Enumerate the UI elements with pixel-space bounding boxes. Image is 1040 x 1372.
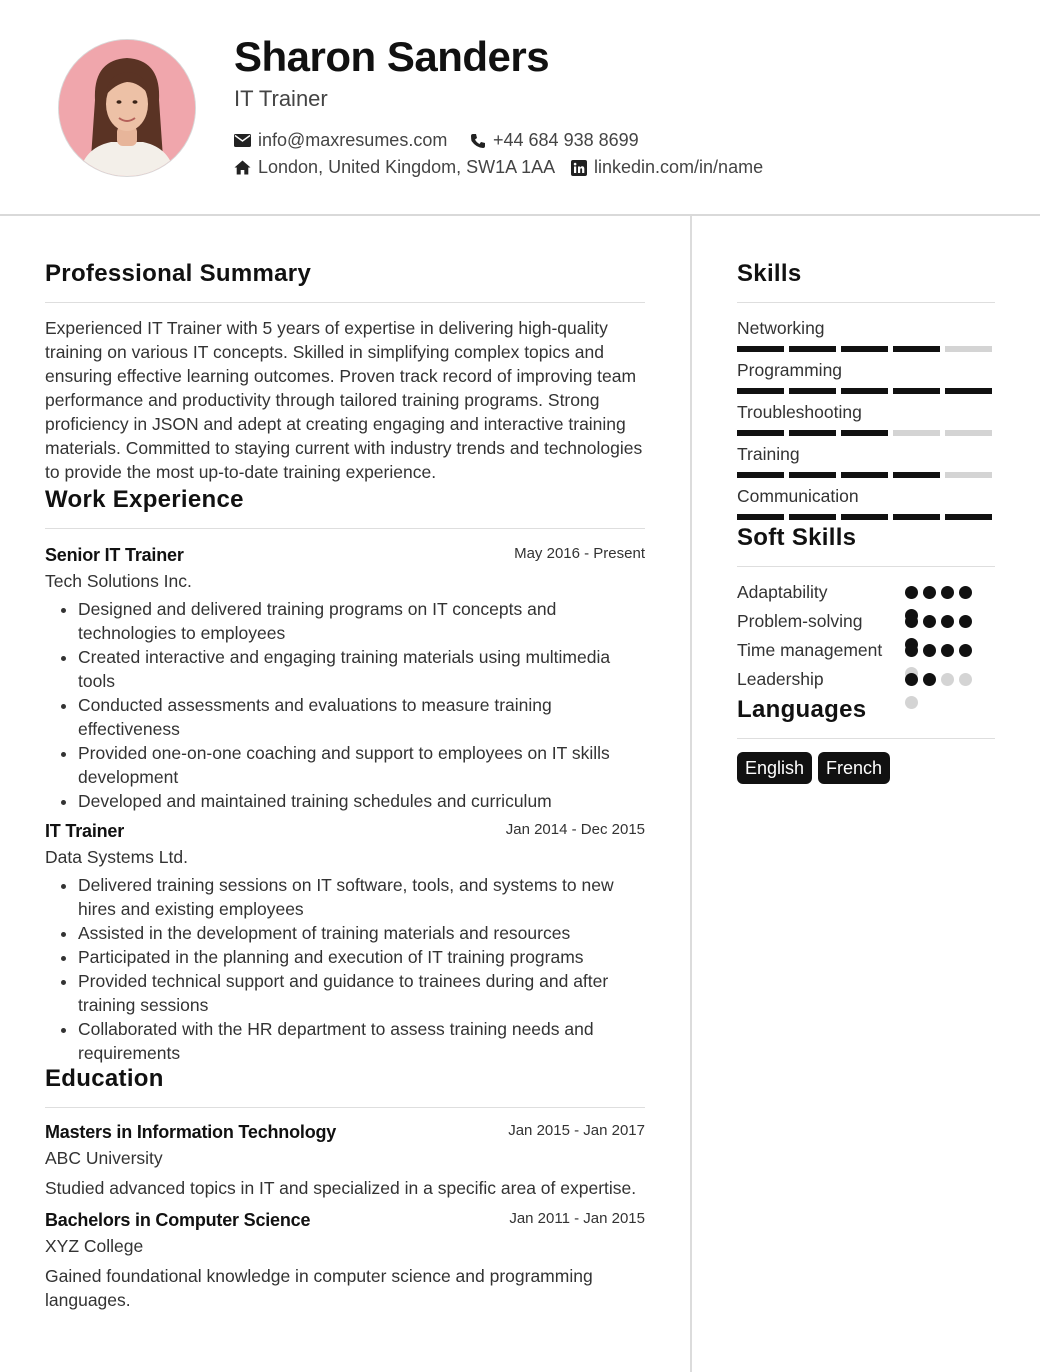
soft-skill-rating [905,673,983,719]
resume-header [0,0,1040,216]
soft-skill-name: Time management [737,640,883,660]
education-entry [45,1210,645,1312]
soft-skills-section [737,524,995,692]
summary-text: Experienced IT Trainer with 5 years of expertise in delivering high-quality training on various IT concepts. Skilled in simplifying complex topics and ensuring effective learning outcomes. Proven track record of improving team performance and productivity through tailored training programs. Strong proficiency in JSON and adept at creating engaging and interactive training materials. Committed to staying current with industry trends and technologies to provide the most up-to-date training experience. [45,318,643,482]
skill-name: Programming [737,360,843,380]
skill-name: Training [737,444,800,464]
skill-name: Communication [737,486,859,506]
job-title: Senior IT Trainer [45,545,184,565]
skill-level-segment [945,514,992,520]
skill-level-segment [789,514,836,520]
rating-dot [923,586,936,599]
skills-section [737,216,995,520]
skill-level-segment [893,514,940,520]
skill-level-segment [893,472,940,478]
email-text: info@maxresumes.com [258,130,448,150]
skill-level-bar [737,430,992,436]
skill-level-bar [737,514,992,520]
job-bullets [45,873,645,1065]
skill-level-segment [945,472,992,478]
job-date: May 2016 - Present [514,545,645,562]
rating-dot [905,615,918,628]
rating-dot [941,586,954,599]
section-heading: Skills [737,260,802,287]
skill-item [737,316,995,352]
section-heading: Languages [737,696,867,723]
section-divider [45,528,645,529]
soft-skill-name: Leadership [737,669,824,689]
skill-level-segment [737,430,784,436]
skill-level-segment [789,472,836,478]
soft-skill-item [737,609,995,634]
skill-item [737,358,995,394]
education-date: Jan 2011 - Jan 2015 [509,1210,645,1227]
skill-name: Networking [737,318,825,338]
rating-dot [923,615,936,628]
skill-level-segment [893,346,940,352]
rating-dot [905,696,918,709]
work-experience-section [45,486,645,1065]
rating-dot [941,644,954,657]
job-bullet: • Collaborated with the HR department to assess training needs and requirements [78,1017,645,1065]
linkedin-text: linkedin.com/in/name [594,157,764,177]
skill-item [737,400,995,436]
job-bullet: • Provided technical support and guidance to trainees during and after training sessions [78,969,645,1017]
home-icon [234,160,251,175]
language-badge: French [818,752,890,784]
rating-dot [959,586,972,599]
company-name: Data Systems Ltd. [45,847,188,867]
education-description: Gained foundational knowledge in computer science and programming languages. [45,1266,593,1310]
skill-level-bar [737,472,992,478]
candidate-name: Sharon Sanders [234,33,550,80]
section-divider [45,1107,645,1108]
skill-level-segment [737,514,784,520]
section-divider [45,302,645,303]
company-name: Tech Solutions Inc. [45,571,192,591]
job-bullet: • Participated in the planning and execution of IT training programs [78,945,645,969]
job-entry [45,545,645,813]
skill-level-segment [737,346,784,352]
skill-level-segment [789,388,836,394]
linkedin-icon [571,160,587,176]
avatar-illustration [59,40,195,176]
professional-summary-section [45,216,645,484]
school-name: XYZ College [45,1236,144,1256]
education-section [45,1065,645,1312]
rating-dot [923,673,936,686]
phone-icon [470,133,486,149]
skill-level-bar [737,388,992,394]
rating-dot [959,673,972,686]
rating-dot [923,644,936,657]
languages-list [737,752,995,784]
envelope-icon [234,134,251,147]
job-bullet: • Delivered training sessions on IT software, tools, and systems to new hires and existing employees [78,873,645,921]
education-entry [45,1122,645,1200]
email-contact[interactable] [234,130,447,151]
section-heading: Soft Skills [737,524,857,551]
job-bullet: • Developed and maintained training schedules and curriculum [78,789,645,813]
skill-level-segment [737,388,784,394]
skills-list [737,316,995,520]
education-date: Jan 2015 - Jan 2017 [508,1122,645,1139]
skill-item [737,484,995,520]
phone-contact[interactable] [470,130,639,151]
skill-level-segment [945,430,992,436]
section-heading: Education [45,1065,164,1092]
section-heading: Work Experience [45,486,244,513]
section-divider [737,302,995,303]
job-bullet: • Assisted in the development of training materials and resources [78,921,645,945]
skill-level-segment [737,472,784,478]
skill-level-segment [789,346,836,352]
rating-dot [941,615,954,628]
skill-level-segment [841,388,888,394]
degree-title: Masters in Information Technology [45,1122,337,1142]
rating-dot [905,586,918,599]
skill-level-bar [737,346,992,352]
degree-title: Bachelors in Computer Science [45,1210,311,1230]
rating-dot [905,673,918,686]
job-bullet: • Conducted assessments and evaluations to measure training effectiveness [78,693,645,741]
skill-item [737,442,995,478]
soft-skill-item [737,667,995,692]
profile-photo [58,39,196,177]
skill-level-segment [841,430,888,436]
soft-skill-name: Adaptability [737,582,828,602]
address-text: London, United Kingdom, SW1A 1AA [258,157,556,177]
soft-skill-item [737,638,995,663]
job-bullets [45,597,645,813]
section-heading: Professional Summary [45,260,312,287]
phone-text: +44 684 938 8699 [493,130,639,150]
address-contact [234,157,555,178]
job-bullet: • Provided one-on-one coaching and support to employees on IT skills development [78,741,645,789]
candidate-title: IT Trainer [234,86,328,111]
soft-skill-item [737,580,995,605]
sidebar-column [737,216,995,784]
job-entry [45,821,645,1065]
section-divider [737,738,995,739]
skill-level-segment [841,472,888,478]
linkedin-contact[interactable] [571,157,763,178]
job-date: Jan 2014 - Dec 2015 [505,821,645,838]
skill-level-segment [841,514,888,520]
rating-dot [959,644,972,657]
soft-skills-list [737,580,995,692]
job-title: IT Trainer [45,821,125,841]
education-description: Studied advanced topics in IT and specialized in a specific area of expertise. [45,1178,637,1198]
section-divider [737,566,995,567]
rating-dot [941,673,954,686]
soft-skill-name: Problem-solving [737,611,863,631]
main-column [45,216,645,1312]
skill-level-segment [893,388,940,394]
skill-name: Troubleshooting [737,402,862,422]
language-badge: English [737,752,812,784]
skill-level-segment [841,346,888,352]
rating-dot [905,644,918,657]
skill-level-segment [893,430,940,436]
rating-dot [959,615,972,628]
job-bullet: • Created interactive and engaging training materials using multimedia tools [78,645,645,693]
skill-level-segment [945,346,992,352]
job-bullet: • Designed and delivered training programs on IT concepts and technologies to employees [78,597,645,645]
skill-level-segment [945,388,992,394]
column-divider [690,216,692,1372]
skill-level-segment [789,430,836,436]
school-name: ABC University [45,1148,163,1168]
